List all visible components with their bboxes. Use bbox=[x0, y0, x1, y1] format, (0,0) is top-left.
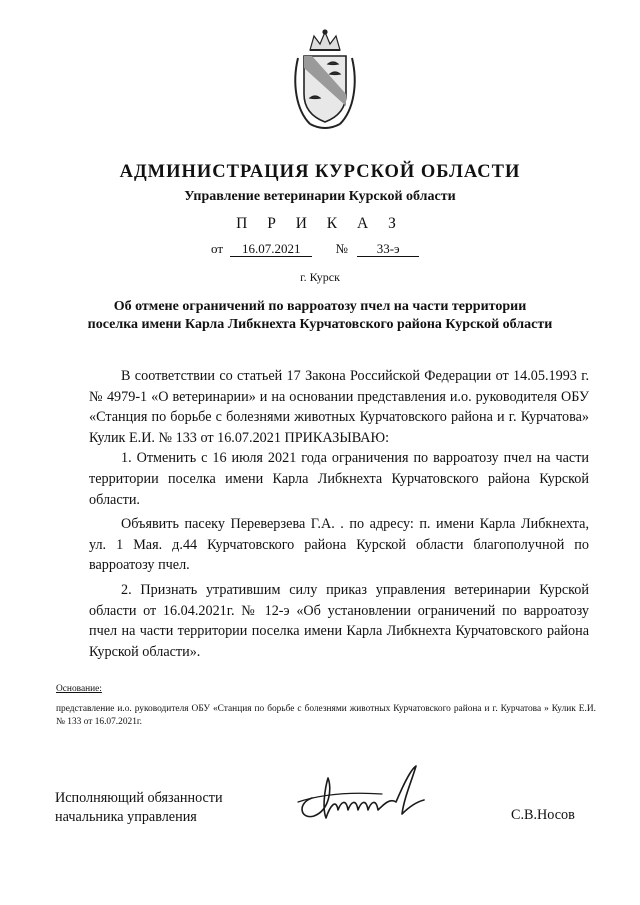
body-intro: В соответствии со статьей 17 Закона Российской Федерации от 14.05.1993 г. № 4979-1 «О ветеринарии» и на основании представления и.о. руководителя ОБУ «Станция по борьбе с болезнями животных Курчатовского района и г. Курчатова» Кулик Е.И. № 133 от 16.07.2021 ПРИКАЗЫВАЮ: bbox=[89, 368, 589, 446]
organization-title: АДМИНИСТРАЦИЯ КУРСКОЙ ОБЛАСТИ bbox=[119, 162, 521, 182]
date-prefix: от bbox=[211, 241, 224, 256]
date-number-line bbox=[211, 241, 419, 257]
department-name: Управление ветеринарии Курской области bbox=[184, 189, 456, 204]
order-number: 33-э bbox=[357, 242, 419, 257]
city: г. Курск bbox=[300, 270, 340, 284]
order-date: 16.07.2021 bbox=[230, 242, 312, 257]
coat-of-arms-emblem bbox=[290, 28, 360, 132]
position-line-1: Исполняющий обязанности bbox=[55, 790, 223, 806]
signatory-name: С.В.Носов bbox=[511, 807, 575, 823]
subject-line-2: поселка имени Карла Либкнехта Курчатовского района Курской области bbox=[87, 317, 553, 332]
signatory-position bbox=[55, 789, 223, 826]
handwritten-signature bbox=[292, 758, 442, 830]
body-item-2: 2. Признать утратившим силу приказ управления ветеринарии Курской области от 16.04.2021г. № 12-э «Об установлении ограничений по варроатозу пчел на части территории поселка имени Карла Либкнехта Курчатовского района Курской области». bbox=[89, 581, 589, 660]
subject-line-1: Об отмене ограничений по варроатозу пчел на части территории bbox=[113, 299, 527, 314]
basis-text: представление и.о. руководителя ОБУ «Станция по борьбе с болезнями животных Курчатовского района и г. Курчатова » Кулик Е.И. № 133 от 16.07.2021г. bbox=[56, 704, 596, 728]
basis-label: Основание: bbox=[56, 684, 102, 694]
number-prefix: № bbox=[335, 241, 348, 256]
order-subject bbox=[0, 298, 640, 334]
body-item-1: 1. Отменить с 16 июля 2021 года ограничения по варроатозу пчел на части территории поселка имени Карла Либкнехта Курчатовского района Курской области. bbox=[89, 450, 589, 508]
body-item-1-apiary: Объявить пасеку Переверзева Г.А. . по адресу: п. имени Карла Либкнехта, ул. 1 Мая. д.44 Курчатовского района Курской области благополучной по варроатозу пчел. bbox=[89, 516, 589, 574]
order-body bbox=[89, 366, 589, 662]
position-line-2: начальника управления bbox=[55, 808, 197, 825]
document-type: П Р И К А З bbox=[236, 215, 404, 232]
